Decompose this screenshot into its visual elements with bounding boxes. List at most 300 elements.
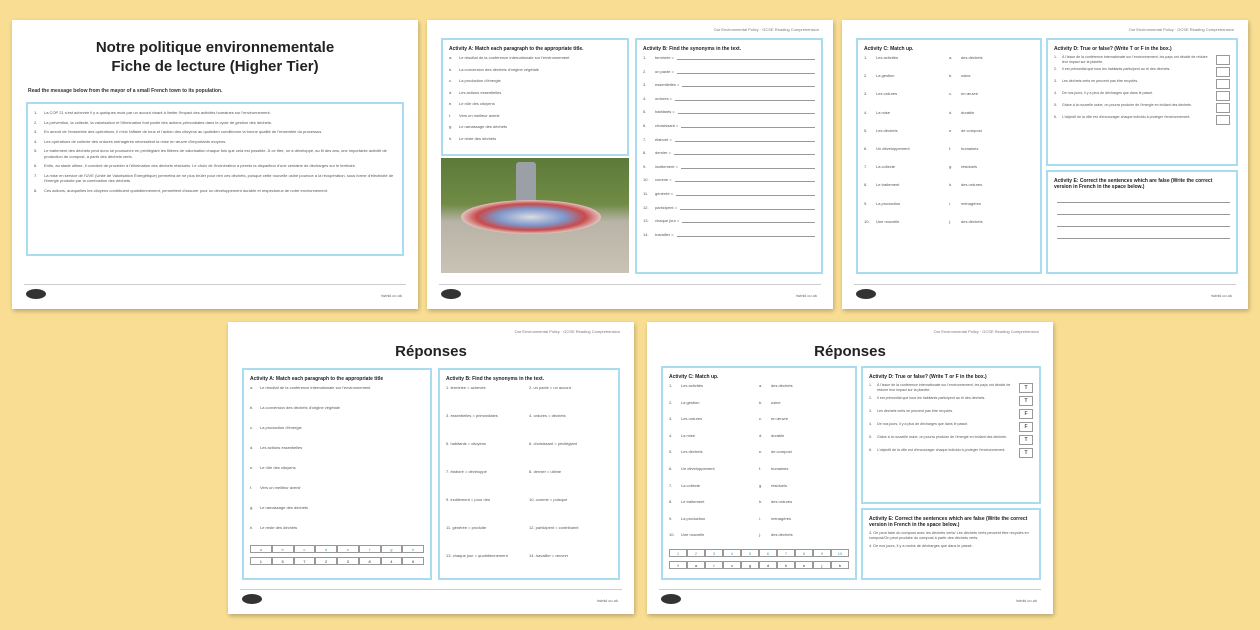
activity-a-answers (242, 368, 432, 580)
grid-cell: f (669, 561, 687, 569)
answer-line[interactable] (682, 82, 815, 87)
answer-grid-values (250, 557, 424, 565)
paragraph-number: 6. (34, 163, 38, 168)
answer-box: T (1019, 396, 1033, 406)
corrected-sentence: 4. De nos jours, il y a moins de décharges que dans le passé. (869, 544, 973, 548)
page-header: Our Environmental Policy · GCSE Reading Comprehension (1128, 27, 1234, 32)
item-number: 4. (1054, 91, 1057, 95)
item-number: 2. (669, 399, 673, 405)
item-number: 5. (643, 109, 647, 115)
answer-line[interactable] (678, 109, 815, 114)
match-row (864, 128, 1034, 133)
answer-box[interactable] (1216, 91, 1230, 101)
list-item (250, 425, 424, 431)
item-letter: d. (449, 89, 453, 95)
grid-cell: 5 (272, 557, 294, 565)
item-text: choisissant = (655, 122, 679, 128)
synonym-row (643, 137, 815, 142)
item-text: Un développement (681, 465, 715, 471)
match-right (949, 201, 1034, 206)
item-text: Grâce à la nouvelle usine, on pourra produire de l'énergie en brûlant des déchets. (1062, 103, 1192, 107)
page-title: Réponses (814, 343, 886, 360)
footer-divider (854, 284, 1236, 285)
list-item (449, 67, 621, 73)
match-left (864, 164, 949, 169)
paragraph-number: 4. (34, 138, 38, 144)
item-text: Vers un meilleur avenir (459, 112, 500, 118)
list-item (449, 55, 621, 61)
corrected-sentence: 3. On peut faire du compost avec les déchets verts/ Les déchets verts peuvent être recyclés en compost/On peut produire du compost à partir des déchets verts. (869, 531, 1029, 540)
answer-line[interactable] (677, 232, 815, 237)
match-row (669, 400, 849, 405)
item-number: 4. (669, 432, 673, 438)
item-letter: j. (949, 218, 951, 224)
match-left (864, 201, 949, 206)
item-letter: h. (449, 135, 453, 141)
item-text: Une nouvelle (876, 218, 900, 224)
answer-line[interactable] (675, 96, 815, 101)
title-line-1: Notre politique environnementale (95, 39, 335, 56)
item-text: usine (961, 73, 971, 79)
paragraph-number: 8. (34, 187, 38, 193)
true-false-row (869, 383, 1033, 393)
item-text: Le résultat de la conférence internationale sur l'environnement (459, 55, 570, 60)
paragraph (34, 129, 396, 135)
item-number: 1. (1054, 55, 1057, 59)
grid-cell: i (705, 561, 723, 569)
site-url: twinkl.co.uk (1211, 293, 1232, 298)
true-false-row (869, 422, 1033, 432)
item-number: 1. (669, 383, 673, 388)
synonym-row (643, 82, 815, 87)
match-row (864, 55, 1034, 60)
item-number: 5. (1054, 103, 1057, 107)
item-letter: d. (759, 432, 763, 438)
list-item (250, 465, 424, 471)
item-letter: a. (250, 385, 254, 390)
item-number: 5. (669, 449, 673, 455)
item-text: chaque jour = (655, 218, 680, 224)
item-text: un pacte = (655, 68, 674, 74)
page-title: Réponses (395, 343, 467, 360)
list-item (449, 136, 621, 142)
paragraph (34, 110, 396, 116)
synonym-row (643, 96, 815, 101)
paragraph-text: Le traitement des déchets peut donc se poursuivre en privilégiant les filières de valorisation chaque fois que cela est possible. À ce titre, on a développé, au fil des ans, une importante activité de production de compost, à partir des déchets verts. (44, 148, 387, 159)
match-row (669, 433, 849, 438)
answer-line[interactable] (675, 177, 815, 182)
item-text: inutilement = (655, 163, 678, 169)
answer-box[interactable] (1216, 67, 1230, 77)
list-item (449, 113, 621, 119)
item-letter: e. (449, 101, 453, 106)
grid-cell: 6 (759, 549, 777, 557)
paragraph-number: 1. (34, 110, 38, 115)
paragraph (34, 120, 396, 126)
answer-box: T (1019, 383, 1033, 393)
synonym-row (643, 164, 815, 169)
grid-cell: b (831, 561, 849, 569)
match-right (949, 55, 1034, 60)
item-text: ménagères (771, 515, 792, 521)
item-text: La conversion des déchets d'origine végétale (260, 405, 340, 410)
grid-cell: f (359, 545, 381, 553)
item-letter: e. (759, 449, 763, 455)
item-text: dernier = (655, 150, 671, 156)
synonym-row (643, 123, 815, 128)
item-number: 8. (864, 182, 868, 188)
true-false-row (1054, 55, 1230, 65)
match-row (864, 73, 1034, 78)
twinkl-logo (856, 289, 876, 299)
item-text: À l'issue de la conférence internationale sur l'environnement, les pays ont décidé de réduire leur impact sur la planète. (1062, 55, 1208, 64)
paragraph-text: Les opérations de collecte des ordures ménagères nécessitent la mise en œuvre d'importants moyens. (44, 138, 227, 144)
item-text: en œuvre (771, 416, 789, 422)
item-letter: h. (250, 525, 254, 530)
item-text: La production d'énergie (459, 78, 501, 83)
item-text: Vers un meilleur avenir (260, 485, 301, 490)
bin-icon (516, 162, 536, 202)
synonym-row (643, 150, 815, 155)
item-letter: b. (250, 405, 254, 410)
answer-left: 7. élaboré = développé (446, 469, 487, 474)
item-number: 9. (864, 200, 868, 206)
match-right (949, 219, 1034, 224)
match-right (759, 466, 849, 471)
match-left (669, 433, 759, 438)
match-left (669, 532, 759, 537)
answer-line[interactable] (682, 218, 815, 223)
match-row (669, 416, 849, 421)
synonym-row (643, 69, 815, 74)
item-text: Il est primordial que tous les habitants participent au tri des déchets. (1062, 67, 1171, 71)
item-text: de compost (961, 127, 982, 133)
answer-line[interactable] (675, 137, 815, 142)
item-number: 10. (864, 218, 870, 224)
match-left (669, 483, 759, 488)
list-item (449, 78, 621, 84)
twinkl-logo (661, 594, 681, 604)
activity-a-title: Activity A: Match each paragraph to the appropriate title (250, 376, 384, 382)
match-row (669, 532, 849, 537)
activity-e-title: Activity E: Correct the sentences which are false (Write the correct version in French in the space below.) (869, 516, 1028, 528)
item-letter: f. (250, 485, 253, 490)
item-text: Le traitement (681, 499, 705, 505)
match-left (864, 91, 949, 96)
answer-left: 9. inutilement = pour rien (446, 497, 491, 502)
item-text: des déchets (961, 218, 983, 224)
grid-cell: 4 (381, 557, 403, 565)
list-item (449, 101, 621, 107)
item-text: L'objectif de la ville est d'encourager chaque individu à protéger l'environnement. (1062, 115, 1191, 119)
list-item (250, 445, 424, 451)
match-row (864, 91, 1034, 96)
match-row (669, 449, 849, 454)
item-number: 3. (869, 409, 872, 413)
activity-c-title: Activity C: Match up. (669, 374, 719, 380)
match-right (759, 383, 849, 388)
answer-line[interactable] (1057, 234, 1230, 239)
twinkl-logo (242, 594, 262, 604)
answer-box[interactable] (1216, 55, 1230, 65)
paragraph-text: Ces actions, auxquelles les citoyens contribuent quotidiennement, permettent d'assurer pour un développement durable et respectueux de notre environnement. (44, 187, 329, 193)
item-letter: g. (759, 482, 763, 488)
answer-left: 5. habitants = citoyens (446, 441, 486, 446)
answer-box[interactable] (1216, 115, 1230, 125)
match-right (949, 128, 1034, 133)
activity-d-title: Activity D: True or false? (Write T or F in the box.) (869, 374, 987, 380)
item-text: élaboré = (655, 136, 672, 142)
paragraph-text: La prévention, la collecte, la valorisation et l'élimination font partie des actions primordiales dans le cycle de gestion des déchets. (44, 119, 273, 125)
activity-d-box (1046, 38, 1238, 166)
item-text: La conversion des déchets d'origine végétale (459, 66, 539, 72)
item-text: Un développement (876, 145, 910, 151)
item-text: Le rôle des citoyens (459, 101, 495, 106)
grid-cell: e (337, 545, 359, 553)
true-false-row (1054, 67, 1230, 77)
item-number: 9. (643, 163, 647, 169)
match-left (864, 219, 949, 224)
item-text: À l'issue de la conférence internationale sur l'environnement, les pays ont décidé de réduire leur impact sur la planète. (877, 383, 1011, 392)
grid-cell: 5 (741, 549, 759, 557)
list-item (449, 124, 621, 130)
true-false-row (869, 448, 1033, 458)
grid-cell: 8 (795, 549, 813, 557)
match-right (949, 164, 1034, 169)
item-text: Les activités (681, 383, 704, 388)
match-right (759, 449, 849, 454)
footer-divider (240, 589, 622, 590)
twinkl-logo (26, 289, 46, 299)
grid-cell: h (777, 561, 795, 569)
synonym-answer-row (446, 413, 612, 421)
grid-cell: b (272, 545, 294, 553)
match-row (669, 483, 849, 488)
activity-d-title: Activity D: True or false? (Write T or F in the box.) (1054, 46, 1172, 52)
item-letter: i. (759, 515, 761, 521)
list-item (250, 525, 424, 531)
item-text: Les déchets verts ne peuvent pas être recyclés. (1062, 79, 1139, 83)
grid-cell: 3 (337, 557, 359, 565)
answer-line[interactable] (674, 150, 815, 155)
true-false-row (869, 409, 1033, 419)
synonym-row (643, 191, 815, 196)
paragraph-text: La COP 21 s'est achevée il y a quelques mois par un accord visant à limiter l'impact des activités humaines sur l'environnement. (44, 110, 271, 115)
item-number: 6. (1054, 115, 1057, 119)
item-letter: a. (759, 383, 763, 388)
footer-divider (659, 589, 1041, 590)
item-text: La production (681, 515, 706, 521)
item-text: Les actions essentielles (459, 89, 502, 95)
item-number: 2. (869, 396, 872, 400)
page-header: Our Environmental Policy · GCSE Reading Comprehension (713, 27, 819, 32)
item-text: Les déchets (681, 449, 703, 455)
grid-cell: c (294, 545, 316, 553)
grid-cell: j (813, 561, 831, 569)
item-number: 2. (864, 73, 868, 79)
paragraph (34, 139, 396, 145)
match-left (669, 383, 759, 388)
item-number: 7. (643, 136, 647, 142)
item-letter: d. (250, 445, 254, 450)
match-left (669, 416, 759, 421)
worksheet-page-2 (427, 20, 833, 309)
activity-b-box (635, 38, 823, 274)
site-url: twinkl.co.uk (381, 293, 402, 298)
grid-cell: 9 (813, 549, 831, 557)
item-text: habitants = (655, 109, 675, 115)
match-row (864, 164, 1034, 169)
grid-cell: 6 (402, 557, 424, 565)
item-text: La production d'énergie (260, 425, 302, 430)
answer-line[interactable] (681, 164, 815, 169)
item-number: 3. (669, 416, 673, 422)
match-row (864, 146, 1034, 151)
item-letter: d. (949, 109, 953, 115)
item-number: 11. (643, 190, 649, 196)
page-header: Our Environmental Policy · GCSE Reading Comprehension (933, 329, 1039, 334)
list-item (449, 90, 621, 96)
answer-box[interactable] (1216, 103, 1230, 113)
item-text: des ordures (961, 182, 983, 188)
paragraph-number: 7. (34, 172, 38, 178)
rubbish-photo (441, 158, 629, 273)
grid-cell: 7 (294, 557, 316, 565)
paragraph-text: En amont de l'ensemble des opérations, il n'est l'affaire de tous et l'action des citoyens au quotidien conditionne la bonne qualité de l'ensemble du processus. (44, 129, 323, 134)
list-item (250, 385, 424, 391)
item-letter: g. (449, 124, 453, 129)
match-right (949, 182, 1034, 187)
match-row (864, 182, 1034, 187)
answer-right: 10. comme = puisque (529, 497, 568, 502)
match-left (864, 55, 949, 60)
item-number: 7. (669, 482, 673, 488)
match-left (864, 73, 949, 78)
answer-line[interactable] (677, 69, 815, 74)
answer-line[interactable] (1057, 198, 1230, 203)
item-letter: e. (949, 127, 953, 133)
activity-d-answers (861, 366, 1041, 504)
item-number: 1. (869, 383, 872, 387)
worksheet-page-1 (12, 20, 418, 309)
match-right (949, 110, 1034, 115)
intro-text: Read the message below from the mayor of a small French town to its population. (28, 88, 223, 94)
item-text: des ordures (771, 499, 793, 505)
match-left (864, 182, 949, 187)
grid-cell: 3 (705, 549, 723, 557)
match-row (669, 499, 849, 504)
answer-box[interactable] (1216, 79, 1230, 89)
true-false-row (1054, 103, 1230, 113)
paragraph-number: 3. (34, 129, 38, 134)
item-text: La gestion (876, 73, 895, 79)
activity-a-title: Activity A: Match each paragraph to the appropriate title. (449, 46, 584, 52)
item-text: Grâce à la nouvelle usine, on pourra produire de l'énergie en brûlant des déchets. (877, 435, 1007, 439)
synonym-answer-row (446, 525, 612, 533)
footer-divider (439, 284, 821, 285)
answer-line[interactable] (676, 191, 815, 196)
item-text: La mise (681, 432, 696, 438)
match-row (864, 219, 1034, 224)
item-text: comme = (655, 177, 672, 183)
item-text: essentielles = (655, 82, 680, 88)
answers-page-1 (228, 322, 634, 614)
item-text: générée = (655, 190, 674, 196)
worksheet-page-3 (842, 20, 1248, 309)
item-text: usine (771, 399, 781, 405)
site-url: twinkl.co.uk (1016, 598, 1037, 603)
item-letter: h. (759, 499, 763, 505)
item-letter: h. (949, 182, 953, 188)
match-row (669, 383, 849, 388)
match-left (864, 110, 949, 115)
item-letter: b. (759, 399, 763, 405)
match-right (759, 516, 849, 521)
item-text: Les ordures (681, 416, 703, 422)
item-letter: c. (759, 416, 763, 422)
item-number: 5. (864, 127, 868, 133)
answer-line[interactable] (681, 123, 815, 128)
activity-e-box (1046, 170, 1238, 274)
answer-box: T (1019, 448, 1033, 458)
item-text: Le résultat de la conférence internationale sur l'environnement (260, 385, 371, 390)
answer-line[interactable] (1057, 222, 1230, 227)
match-row (669, 516, 849, 521)
item-text: durable (771, 432, 785, 438)
match-right (759, 483, 849, 488)
item-text: durable (961, 109, 975, 115)
answer-line[interactable] (1057, 210, 1230, 215)
grid-cell: a (687, 561, 705, 569)
paragraph-text: Enfin, au stade ultime, il convient de procéder à l'élimination des déchets résiduels. Le choix de l'incinération a permis la disparition d'une centaine de décharges sur le territoire. (44, 163, 357, 168)
paragraph (34, 163, 396, 169)
answer-line[interactable] (677, 55, 815, 60)
item-letter: a. (949, 55, 953, 60)
item-letter: e. (250, 465, 254, 470)
activity-b-title: Activity B: Find the synonyms in the text. (446, 376, 545, 382)
grid-cell: 2 (315, 557, 337, 565)
answer-line[interactable] (680, 205, 815, 210)
answer-right: 4. ordures = déchets (529, 413, 566, 418)
item-text: des déchets (961, 55, 983, 60)
match-row (669, 466, 849, 471)
item-number: 3. (643, 82, 647, 88)
item-number: 5. (869, 435, 872, 439)
item-number: 2. (643, 68, 647, 74)
item-text: des déchets (771, 532, 793, 538)
grid-cell: c (723, 561, 741, 569)
paragraph-text: La mise en service de l'UVE (Unité de Valorisation Énergétique) permettra de ne plus brûler pour rien ces déchets, puisque cette nouvelle usine pourvue à la récupération, sous forme d'électricité de l'énergie produite par la combustion des déchets. (44, 172, 394, 183)
item-number: 6. (869, 448, 872, 452)
paragraph (34, 173, 396, 184)
item-text: participent = (655, 204, 677, 210)
item-text: La gestion (681, 399, 700, 405)
item-letter: f. (449, 112, 452, 118)
item-letter: a. (449, 55, 453, 60)
item-number: 6. (669, 465, 673, 471)
item-letter: c. (949, 91, 953, 97)
answer-right: 6. choisissant = privilégiant (529, 441, 577, 446)
grid-cell: d (759, 561, 777, 569)
answer-box: F (1019, 409, 1033, 419)
item-text: en œuvre (961, 91, 979, 97)
list-item (250, 485, 424, 491)
item-text: La collecte (876, 164, 896, 170)
match-left (669, 516, 759, 521)
match-right (759, 433, 849, 438)
item-text: travailler = (655, 231, 674, 237)
item-text: Il est primordial que tous les habitants participent au tri des déchets. (877, 396, 986, 400)
